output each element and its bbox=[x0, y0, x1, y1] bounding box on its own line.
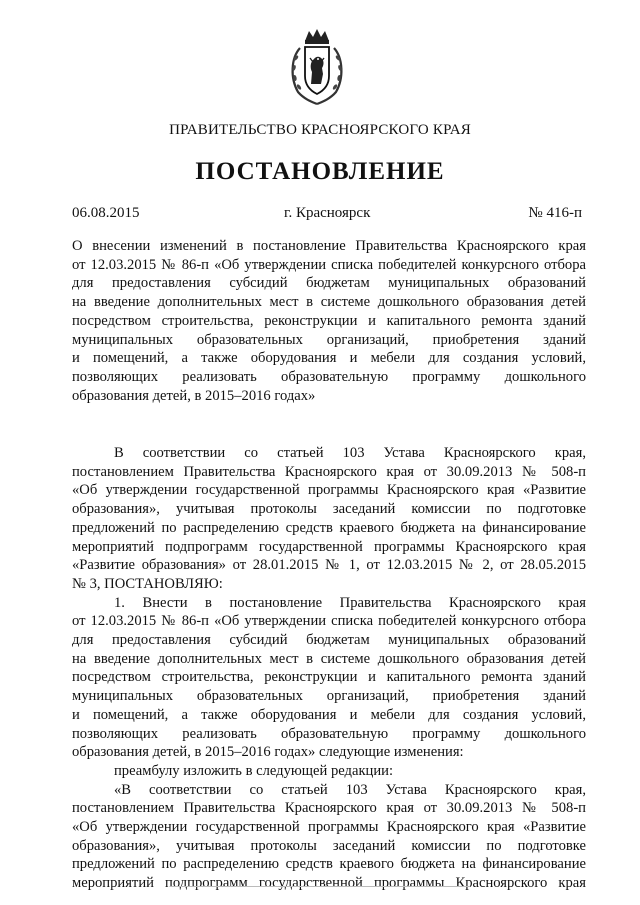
text-line: мероприятий подпрограмм государственной программы Красноярского края bbox=[72, 875, 586, 892]
text-line: от 12.03.2015 № 86-п «Об утверждении списка победителей конкурсного отбора bbox=[72, 256, 586, 273]
text-line: «Об утверждении государственной программы Красноярского края «Развитие bbox=[72, 482, 586, 499]
text-line: предложений по распределению средств краевого бюджета на финансирование bbox=[72, 856, 586, 873]
document-subject bbox=[72, 237, 586, 405]
text-line: преамбулу изложить в следующей редакции: bbox=[114, 762, 394, 779]
text-line: муниципальных образовательных организаций, приобретения зданий bbox=[72, 331, 586, 348]
document-meta bbox=[72, 205, 582, 225]
text-line: постановлением Правительства Красноярского края от 30.09.2013 № 508-п bbox=[72, 463, 586, 480]
text-line: и помещений, а также оборудования и мебели для создания условий, bbox=[72, 706, 586, 723]
text-line: посредством строительства, реконструкции и капитального ремонта зданий bbox=[72, 312, 586, 329]
text-line: В соответствии со статьей 103 Устава Красноярского края, bbox=[114, 445, 586, 461]
text-line: от 12.03.2015 № 86-п «Об утверждении списка победителей конкурсного отбора bbox=[72, 613, 586, 630]
text-line: для предоставления субсидий бюджетам муниципальных образований bbox=[72, 275, 586, 292]
text-line: № 3, ПОСТАНОВЛЯЮ: bbox=[72, 575, 223, 592]
text-line: муниципальных образовательных организаций, приобретения зданий bbox=[72, 688, 586, 705]
text-line: О внесении изменений в постановление Правительства Красноярского края bbox=[72, 238, 586, 254]
text-line: «Развитие образования» от 28.01.2015 № 1, от 12.03.2015 № 2, от 28.05.2015 bbox=[72, 557, 586, 574]
text-line: образования», учитывая протоколы заседаний комиссии по подготовке bbox=[72, 837, 586, 854]
text-line: образования», учитывая протоколы заседаний комиссии по подготовке bbox=[72, 501, 586, 518]
text-line: «Об утверждении государственной программы Красноярского края «Развитие bbox=[72, 819, 586, 836]
text-line: 1. Внести в постановление Правительства Красноярского края bbox=[114, 594, 586, 611]
text-line: образования детей, в 2015–2016 годах» следующие изменения: bbox=[72, 744, 464, 761]
document-body bbox=[72, 444, 586, 893]
text-line: посредством строительства, реконструкции и капитального ремонта зданий bbox=[72, 669, 586, 686]
page-bottom-rule bbox=[170, 886, 470, 887]
text-line: образования детей, в 2015–2016 годах» bbox=[72, 387, 316, 404]
government-name: ПРАВИТЕЛЬСТВО КРАСНОЯРСКОГО КРАЯ bbox=[169, 122, 471, 138]
text-line: мероприятий подпрограмм государственной программы Красноярского края bbox=[72, 538, 586, 555]
document-number: № 416-п bbox=[528, 205, 582, 221]
text-line: на введение дополнительных мест в системе дошкольного образования детей bbox=[72, 294, 586, 311]
text-line: позволяющих реализовать образовательную программу дошкольного bbox=[72, 368, 586, 385]
text-line: на введение дополнительных мест в системе дошкольного образования детей bbox=[72, 650, 586, 667]
text-line: позволяющих реализовать образовательную программу дошкольного bbox=[72, 725, 586, 742]
coat-of-arms-emblem bbox=[286, 28, 348, 106]
text-line: предложений по распределению средств краевого бюджета на финансирование bbox=[72, 519, 586, 536]
document-city: г. Красноярск bbox=[284, 205, 371, 221]
text-line: постановлением Правительства Красноярского края от 30.09.2013 № 508-п bbox=[72, 800, 586, 817]
document-title: ПОСТАНОВЛЕНИЕ bbox=[195, 158, 445, 185]
text-line: и помещений, а также оборудования и мебели для создания условий, bbox=[72, 350, 586, 367]
text-line: для предоставления субсидий бюджетам муниципальных образований bbox=[72, 632, 586, 649]
document-date: 06.08.2015 bbox=[72, 205, 140, 221]
text-line: «В соответствии со статьей 103 Устава Красноярского края, bbox=[114, 781, 586, 798]
